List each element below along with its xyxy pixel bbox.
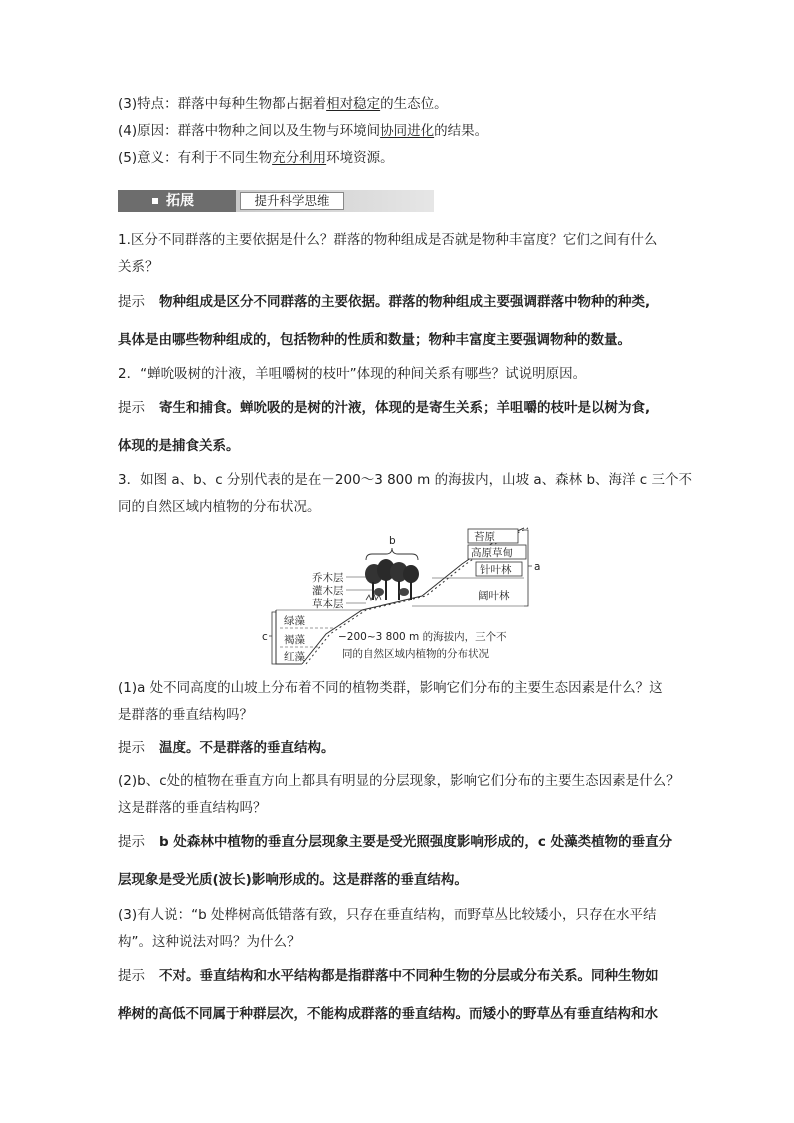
hint-label: 提示 [118,968,145,984]
sub2-answer-line2: 层现象是受光质(波长)影响形成的。这是群落的垂直结构。 [118,872,468,888]
sub2-question-line1: (2)b、c处的植物在垂直方向上都具有明显的分层现象，影响它们分布的主要生态因素是什么？ [118,773,680,789]
sub1-question-line1: (1)a 处不同高度的山坡上分布着不同的植物类群，影响它们分布的主要生态因素是什么？这 [118,680,663,696]
zone-conifer: 针叶林 [480,564,512,576]
zone-meadow: 高原草甸 [471,547,513,559]
hint-label: 提示 [118,400,145,416]
point-5: (5)意义：有利于不同生物充分利用环境资源。 [118,150,394,166]
layer-tree: 乔木层 [312,572,344,584]
section-banner [118,190,434,212]
q1-question-line1: 1.区分不同群落的主要依据是什么？群落的物种组成是否就是物种丰富度？它们之间有什么 [118,232,658,248]
sub2-answer-line1: 提示 b 处森林中植物的垂直分层现象主要是受光照强度影响形成的，c 处藻类植物的垂直分 [118,834,673,850]
ocean-green: 绿藻 [284,615,305,627]
label-b: b [389,535,396,547]
c-bracket [269,612,276,664]
q2-answer-line2: 体现的是捕食关系。 [118,438,240,454]
layer-herb: 草本层 [312,598,344,610]
zone-tundra: 苔原 [474,531,495,543]
banner-title: 拓展 [118,190,236,212]
sub3-question-line1: (3)有人说：“b 处桦树高低错落有致，只存在垂直结构，而野草丛比较矮小，只存在水平结 [118,907,657,923]
sub1-question-line2: 是群落的垂直结构吗？ [118,707,253,723]
point-3: (3)特点：群落中每种生物都占据着相对稳定的生态位。 [118,96,448,112]
q2-answer-line1: 提示 寄生和捕食。蝉吮吸的是树的汁液，体现的是寄生关系；羊咀嚼的枝叶是以树为食, [118,400,651,416]
q3-question-line2: 同的自然区域内植物的分布状况。 [118,499,321,515]
q1-answer-line2: 具体是由哪些物种组成的，包括物种的性质和数量；物种丰富度主要强调物种的数量。 [118,332,631,348]
sub3-answer-line1: 提示 不对。垂直结构和水平结构都是指群落中不同种生物的分层或分布关系。同种生物如 [118,968,659,984]
sub2-question-line2: 这是群落的垂直结构吗？ [118,800,267,816]
q3-question-line1: 3．如图 a、b、c 分别代表的是在－200～3 800 m 的海拔内，山坡 a、森林 b、海洋 c 三个不 [118,472,693,488]
point-4: (4)原因：群落中物种之间以及生物与环境间协同进化的结果。 [118,123,489,139]
b-bracket [366,548,418,560]
ocean-red: 红藻 [284,651,305,663]
ocean-brown: 褐藻 [284,634,305,646]
forest-trees [365,559,419,600]
figure-caption-line1: −200~3 800 m 的海拔内，三个不 [338,631,507,643]
hint-label: 提示 [118,740,145,756]
zone-broadleaf: 阔叶林 [478,590,510,602]
q1-answer-line1: 提示 物种组成是区分不同群落的主要依据。群落的物种组成主要强调群落中物种的种类, [118,294,651,310]
sub3-answer-line2: 桦树的高低不同属于种群层次，不能构成群落的垂直结构。而矮小的野草丛有垂直结构和水 [118,1006,658,1022]
square-bullet-icon [152,198,158,204]
q2-question: 2．“蝉吮吸树的汁液，羊咀嚼树的枝叶”体现的种间关系有哪些？试说明原因。 [118,366,587,382]
banner-subtitle: 提升科学思维 [240,192,344,210]
label-c: c [262,631,268,643]
a-bracket [524,530,532,606]
hint-label: 提示 [118,834,145,850]
figure-caption-line2: 同的自然区域内植物的分布状况 [342,648,489,660]
q1-question-line2: 关系？ [118,259,159,275]
sub3-question-line2: 构”。这种说法对吗？为什么？ [118,934,301,950]
hint-label: 提示 [118,294,145,310]
layer-shrub: 灌木层 [312,585,344,597]
label-a: a [534,561,541,573]
sub1-answer: 提示 温度。不是群落的垂直结构。 [118,740,335,756]
vegetation-distribution-figure [262,526,546,666]
